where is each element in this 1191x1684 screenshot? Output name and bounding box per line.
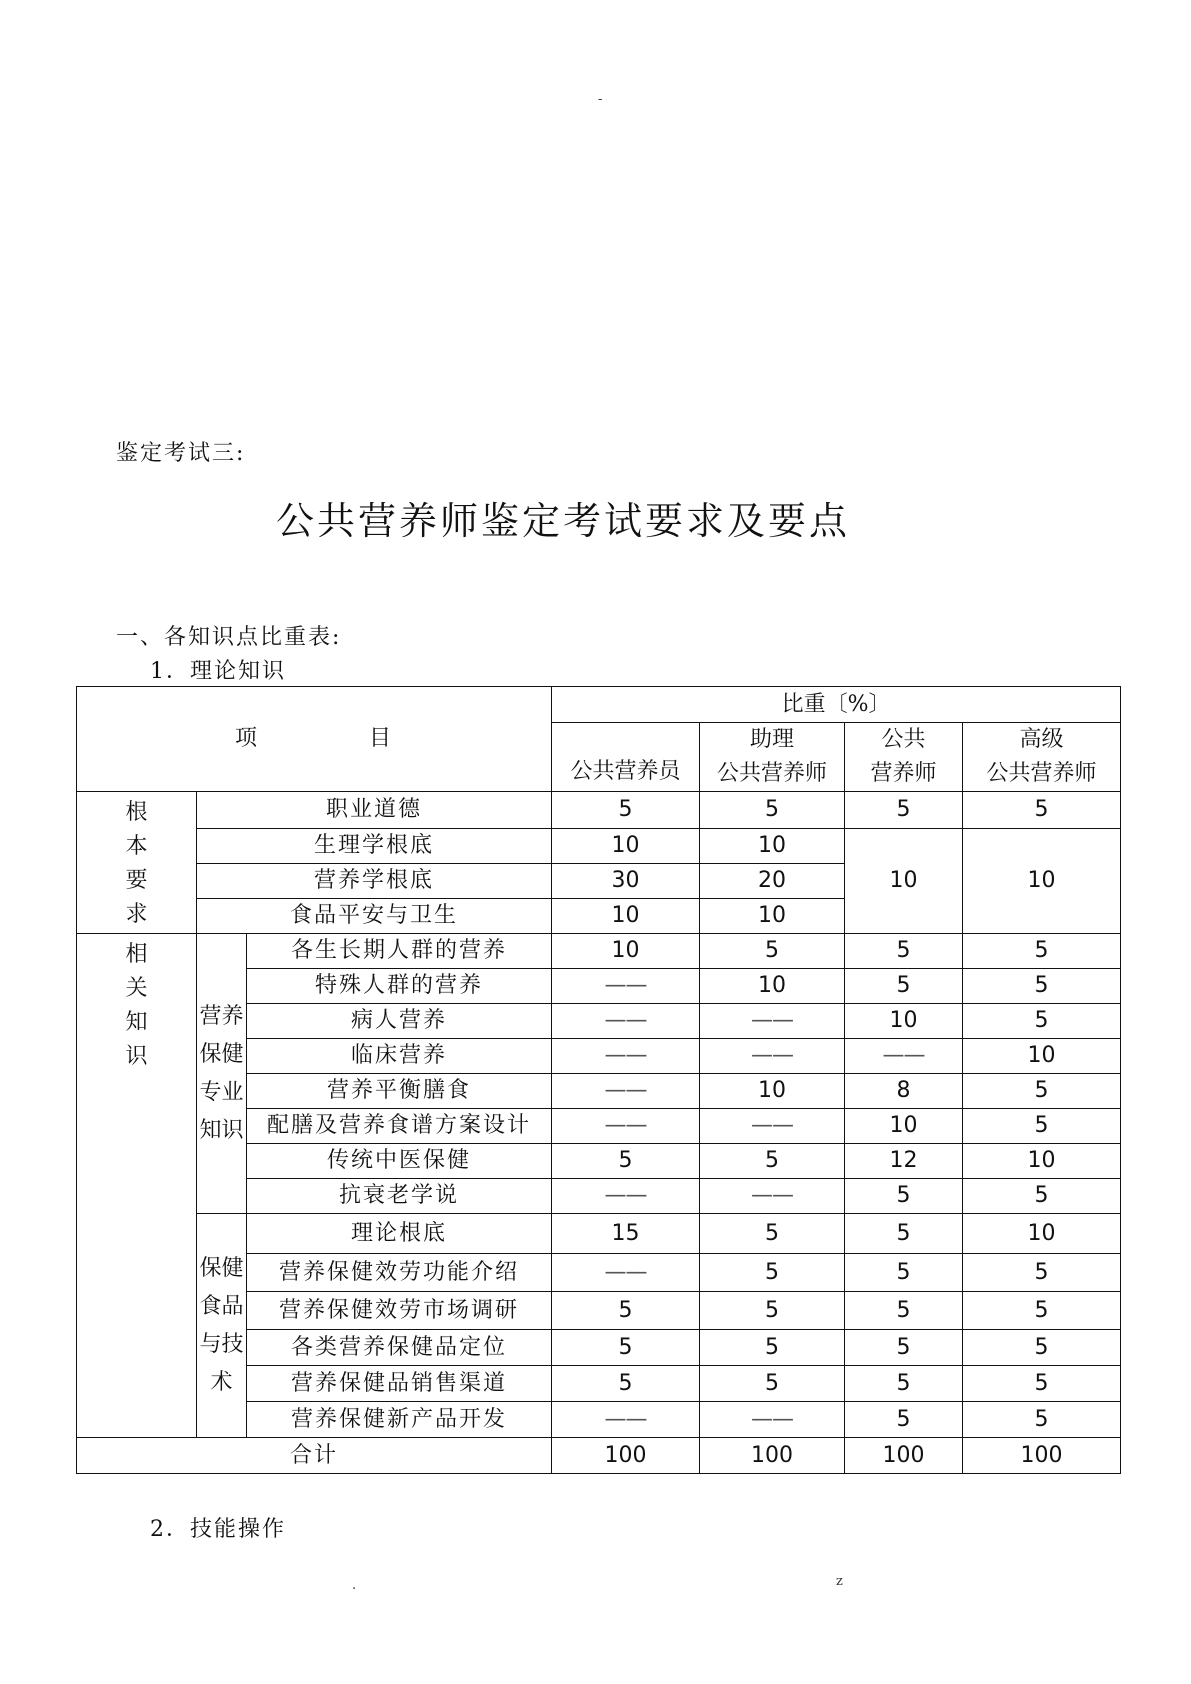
table-cell: 5 [700, 1366, 845, 1402]
group-related [77, 934, 197, 1438]
header-level-4-line1: 高级 [1019, 727, 1064, 752]
table-row-item: 职业道德 [197, 792, 552, 829]
table-cell: 5 [552, 1144, 700, 1179]
table-cell: 10 [845, 1109, 963, 1144]
table-cell: 10 [963, 1144, 1121, 1179]
table-cell: —— [552, 1074, 700, 1109]
table-cell: 5 [845, 1179, 963, 1214]
table-cell: —— [700, 1004, 845, 1039]
table-cell: 5 [552, 1292, 700, 1330]
header-level-4 [963, 723, 1121, 792]
table-row-item: 抗衰老学说 [247, 1179, 552, 1214]
table-cell: 30 [552, 864, 700, 899]
table-cell: 5 [845, 969, 963, 1004]
header-level-1-line2: 公共营养员 [570, 759, 681, 784]
merged-cell: 10 [963, 829, 1121, 934]
document-title: 公共营养师鉴定考试要求及要点 [276, 499, 851, 543]
table-cell: 5 [700, 1214, 845, 1254]
header-item-cell [77, 687, 552, 792]
table-cell: —— [845, 1039, 963, 1074]
knowledge-weight-table [76, 686, 1121, 1474]
group-basic-label: 根本要求 [125, 800, 148, 927]
table-cell: 5 [963, 1330, 1121, 1366]
header-level-1 [552, 723, 700, 792]
table-cell: 5 [845, 1292, 963, 1330]
subgroup-nutrition-label: 营养保健专业知识 [199, 1003, 244, 1143]
table-cell: 5 [845, 1330, 963, 1366]
table-cell: —— [700, 1039, 845, 1074]
total-cell: 100 [845, 1438, 963, 1474]
subgroup-nutrition [197, 934, 247, 1214]
table-cell: 5 [963, 1402, 1121, 1438]
table-row-item: 病人营养 [247, 1004, 552, 1039]
table-cell: 5 [963, 1366, 1121, 1402]
section-heading: 一、各知识点比重表: [116, 625, 342, 650]
page-bottom-right-mark: z [836, 1574, 843, 1589]
table-cell: 5 [845, 934, 963, 969]
table-cell: —— [700, 1402, 845, 1438]
table-cell: 10 [552, 934, 700, 969]
table-cell: 5 [845, 792, 963, 829]
table-cell: 10 [700, 1074, 845, 1109]
table-row-item: 营养平衡膳食 [247, 1074, 552, 1109]
subgroup-health-food-label: 保健食品与技术 [199, 1255, 244, 1395]
table-cell: 10 [700, 969, 845, 1004]
table-row-item: 配膳及营养食谱方案设计 [247, 1109, 552, 1144]
table-cell: 10 [963, 1214, 1121, 1254]
total-cell: 100 [963, 1438, 1121, 1474]
table-cell: 5 [845, 1366, 963, 1402]
table-cell: 10 [963, 1039, 1121, 1074]
table-cell: 5 [700, 1292, 845, 1330]
table-cell: 8 [845, 1074, 963, 1109]
table-row-item: 各类营养保健品定位 [247, 1330, 552, 1366]
exam-label: 鉴定考试三: [116, 441, 246, 466]
table-cell: 12 [845, 1144, 963, 1179]
group-basic [77, 792, 197, 934]
group-related-label: 相关知识 [125, 942, 148, 1069]
header-level-2-line1: 助理 [750, 727, 795, 752]
header-weight: 比重〔%〕 [552, 687, 1121, 723]
table-cell: —— [552, 1254, 700, 1292]
table-cell: 20 [700, 864, 845, 899]
total-cell: 100 [552, 1438, 700, 1474]
total-cell: 100 [700, 1438, 845, 1474]
table-cell: —— [552, 1179, 700, 1214]
page-bottom-left-mark: . [352, 1578, 357, 1593]
table-cell: 5 [963, 1004, 1121, 1039]
subgroup-health-food [197, 1214, 247, 1438]
table-row-item: 营养保健新产品开发 [247, 1402, 552, 1438]
table-cell: —— [552, 1004, 700, 1039]
table-cell: 5 [552, 1366, 700, 1402]
table-row-item: 特殊人群的营养 [247, 969, 552, 1004]
table-cell: 5 [963, 1179, 1121, 1214]
table-cell: —— [552, 1402, 700, 1438]
table-row-item: 传统中医保健 [247, 1144, 552, 1179]
table-cell: 5 [963, 1292, 1121, 1330]
merged-cell: 10 [845, 829, 963, 934]
table-cell: 5 [700, 1254, 845, 1292]
table-cell: 5 [963, 1254, 1121, 1292]
table-cell: 10 [552, 899, 700, 934]
table-cell: 5 [700, 1144, 845, 1179]
table-cell: —— [700, 1179, 845, 1214]
header-level-4-line2: 公共营养师 [986, 761, 1097, 786]
table-cell: 5 [845, 1254, 963, 1292]
table-row-item: 生理学根底 [197, 829, 552, 864]
table-row-item: 食品平安与卫生 [197, 899, 552, 934]
header-item-right: 目 [369, 726, 394, 751]
header-level-3-line2: 营养师 [870, 761, 937, 786]
table-cell: 10 [700, 829, 845, 864]
header-level-3 [845, 723, 963, 792]
table-cell: 5 [963, 792, 1121, 829]
table-cell: 5 [963, 969, 1121, 1004]
table-cell: 5 [963, 934, 1121, 969]
table-cell: 5 [552, 1330, 700, 1366]
table-cell: 5 [700, 1330, 845, 1366]
table-row-item: 营养保健品销售渠道 [247, 1366, 552, 1402]
table-cell: 5 [700, 934, 845, 969]
header-level-2-line2: 公共营养师 [717, 761, 828, 786]
table-row-item: 各生长期人群的营养 [247, 934, 552, 969]
table-cell: —— [700, 1109, 845, 1144]
table-row-item: 营养保健效劳功能介绍 [247, 1254, 552, 1292]
page-top-mark: - [598, 92, 603, 107]
table-cell: 5 [552, 792, 700, 829]
table-cell: 5 [963, 1109, 1121, 1144]
table-row-item: 理论根底 [247, 1214, 552, 1254]
table-cell: 5 [845, 1402, 963, 1438]
table-row-item: 临床营养 [247, 1039, 552, 1074]
total-label: 合计 [77, 1438, 552, 1474]
table-cell: 15 [552, 1214, 700, 1254]
table-cell: 10 [552, 829, 700, 864]
header-item-left: 项 [235, 726, 260, 751]
subsection-theory: 1．理论知识 [150, 659, 286, 684]
header-level-2 [700, 723, 845, 792]
subsection-skills: 2．技能操作 [150, 1517, 286, 1542]
table-cell: 5 [700, 792, 845, 829]
table-cell: 10 [700, 899, 845, 934]
table-row-item: 营养保健效劳市场调研 [247, 1292, 552, 1330]
table-cell: —— [552, 969, 700, 1004]
table-cell: —— [552, 1109, 700, 1144]
header-level-3-line1: 公共 [881, 727, 926, 752]
table-cell: —— [552, 1039, 700, 1074]
table-cell: 10 [845, 1004, 963, 1039]
table-cell: 5 [845, 1214, 963, 1254]
table-row-item: 营养学根底 [197, 864, 552, 899]
table-cell: 5 [963, 1074, 1121, 1109]
